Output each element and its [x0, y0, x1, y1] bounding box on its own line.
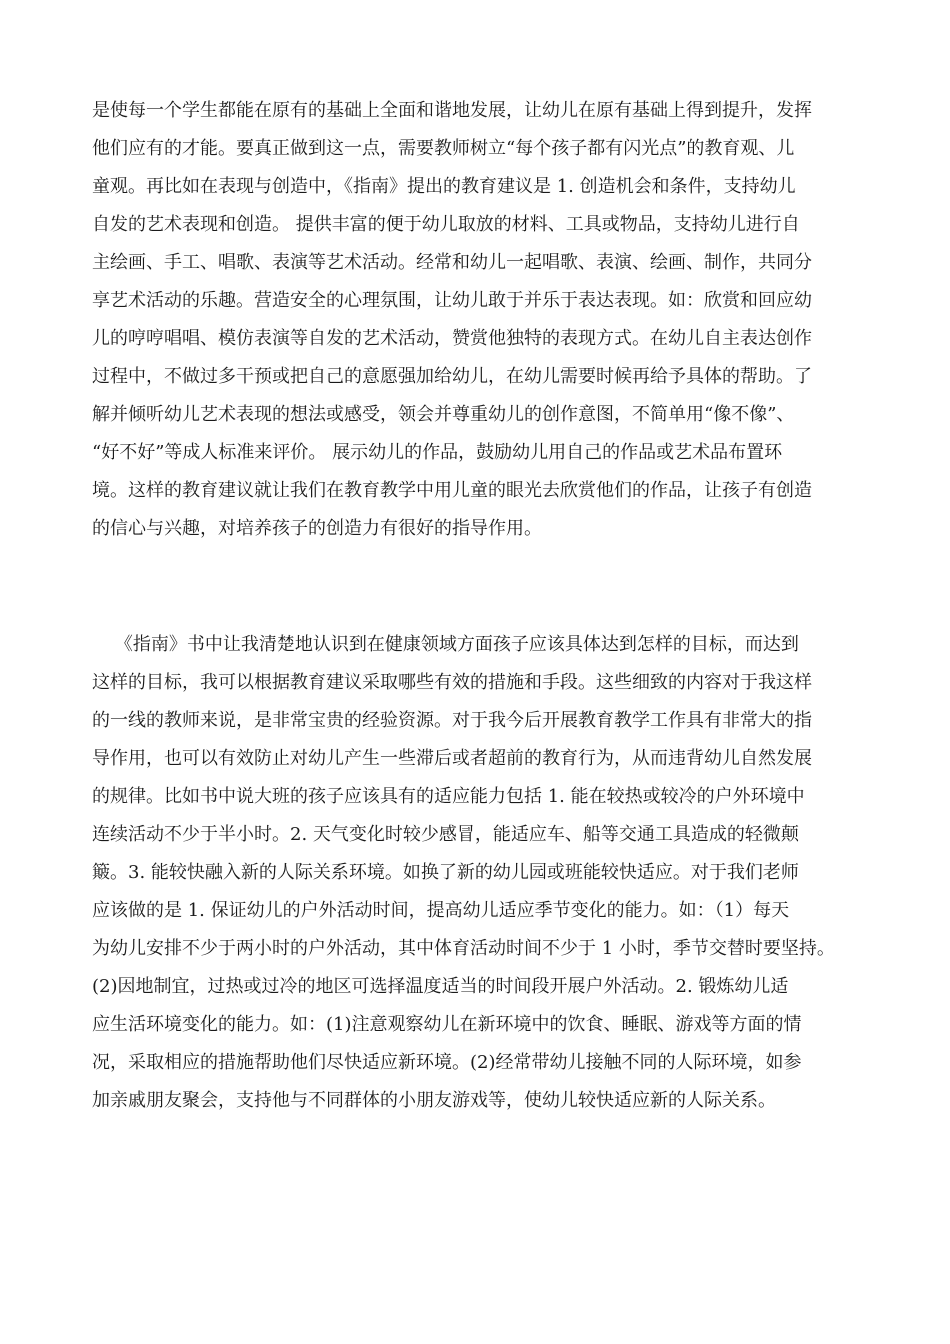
text-line: 应生活环境变化的能力。如：(1)注意观察幼儿在新环境中的饮食、睡眠、游戏等方面的情 — [92, 1014, 802, 1035]
text-line: 的一线的教师来说，是非常宝贵的经验资源。对于我今后开展教育教学工作具有非常大的指 — [92, 710, 812, 731]
text-line: 导作用，也可以有效防止对幼儿产生一些滞后或者超前的教育行为，从而违背幼儿自然发展 — [92, 748, 812, 769]
text-line: 的规律。比如书中说大班的孩子应该具有的适应能力包括 1. 能在较热或较冷的户外环境中 — [92, 786, 805, 807]
text-line: 簸。3. 能较快融入新的人际关系环境。如换了新的幼儿园或班能较快适应。对于我们老师 — [92, 862, 799, 883]
text-line: 自发的艺术表现和创造。 提供丰富的便于幼儿取放的材料、工具或物品，支持幼儿进行自 — [92, 214, 800, 235]
text-line: 他们应有的才能。要真正做到这一点，需要教师树立“每个孩子都有闪光点”的教育观、儿 — [92, 138, 795, 159]
text-line: 应该做的是 1. 保证幼儿的户外活动时间，提高幼儿适应季节变化的能力。如：（1）每天 — [92, 900, 790, 921]
text-line: 享艺术活动的乐趣。营造安全的心理氛围，让幼儿敢于并乐于表达表现。如：欣赏和回应幼 — [92, 290, 812, 311]
text-line: 解并倾听幼儿艺术表现的想法或感受，领会并尊重幼儿的创作意图，不简单用“像不像”、 — [92, 404, 795, 425]
text-line: 况，采取相应的措施帮助他们尽快适应新环境。(2)经常带幼儿接触不同的人际环境，如参 — [92, 1052, 802, 1073]
text-line: (2)因地制宜，过热或过冷的地区可选择温度适当的时间段开展户外活动。2. 锻炼幼儿适 — [92, 976, 789, 997]
text-line: 为幼儿安排不少于两小时的户外活动，其中体育活动时间不少于 1 小时，季节交替时要坚持。 — [92, 938, 835, 959]
text-line: 主绘画、手工、唱歌、表演等艺术活动。经常和幼儿一起唱歌、表演、绘画、制作，共同分 — [92, 252, 812, 273]
text-line: 是使每一个学生都能在原有的基础上全面和谐地发展，让幼儿在原有基础上得到提升，发挥 — [92, 100, 812, 121]
paragraph — [92, 626, 860, 1120]
text-line: “好不好”等成人标准来评价。 展示幼儿的作品，鼓励幼儿用自己的作品或艺术品布置环 — [92, 442, 783, 463]
text-line: 境。这样的教育建议就让我们在教育教学中用儿童的眼光去欣赏他们的作品，让孩子有创造 — [92, 480, 812, 501]
text-line: 的信心与兴趣，对培养孩子的创造力有很好的指导作用。 — [92, 518, 542, 539]
text-line: 儿的哼哼唱唱、模仿表演等自发的艺术活动，赞赏他独特的表现方式。在幼儿自主表达创作 — [92, 328, 812, 349]
text-line: 连续活动不少于半小时。2. 天气变化时较少感冒，能适应车、船等交通工具造成的轻微颠 — [92, 824, 799, 845]
text-line: 加亲戚朋友聚会，支持他与不同群体的小朋友游戏等，使幼儿较快适应新的人际关系。 — [92, 1090, 776, 1111]
text-line: 《指南》书中让我清楚地认识到在健康领域方面孩子应该具体达到怎样的目标，而达到 — [92, 634, 799, 655]
text-line: 过程中，不做过多干预或把自己的意愿强加给幼儿，在幼儿需要时候再给予具体的帮助。了 — [92, 366, 812, 387]
text-line: 这样的目标，我可以根据教育建议采取哪些有效的措施和手段。这些细致的内容对于我这样 — [92, 672, 812, 693]
paragraph — [92, 92, 860, 548]
text-line: 童观。再比如在表现与创造中，《指南》提出的教育建议是 1. 创造机会和条件，支持幼儿 — [92, 176, 796, 197]
